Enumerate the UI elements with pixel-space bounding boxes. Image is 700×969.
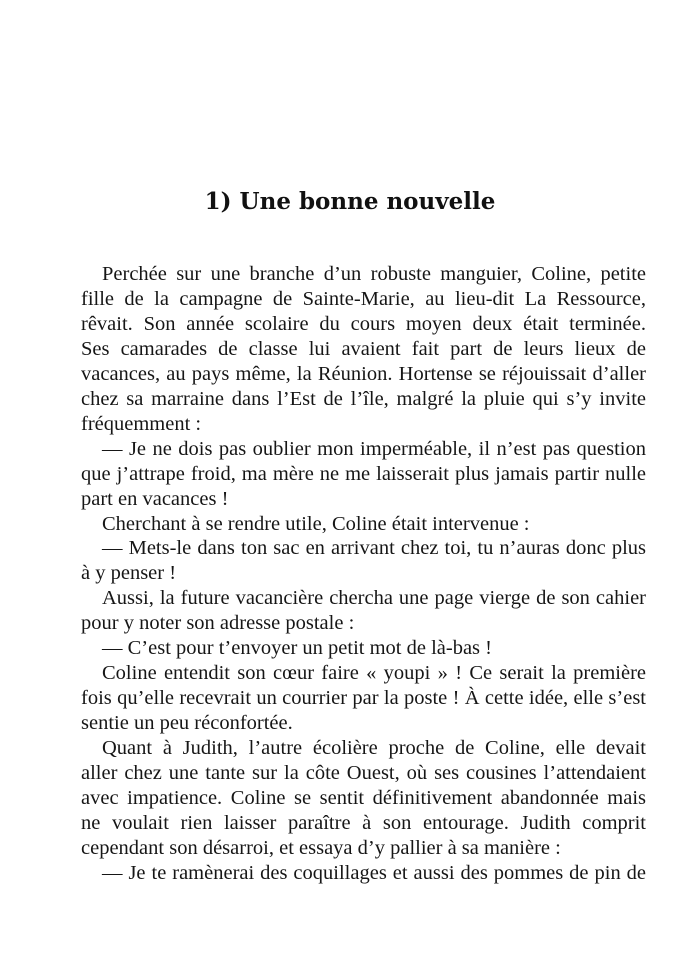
text-line: aller chez une tante sur la côte Ouest, où ses cousines l’attendaient bbox=[81, 762, 646, 785]
text-line: fois qu’elle recevrait un courrier par la poste ! À cette idée, elle s’est bbox=[81, 687, 646, 710]
text-line: cependant son désarroi, et essaya d’y pallier à sa manière : bbox=[81, 836, 561, 859]
text-line: — Je ne dois pas oublier mon imperméable, il n’est pas question bbox=[102, 437, 646, 460]
text-line: avec impatience. Coline se sentit définitivement abandonnée mais bbox=[81, 787, 646, 810]
text-line: Perchée sur une branche d’un robuste manguier, Coline, petite bbox=[102, 263, 646, 285]
text-line: ne voulait rien laisser paraître à son entourage. Judith comprit bbox=[81, 811, 646, 834]
text-line: sentie un peu réconfortée. bbox=[81, 712, 293, 735]
text-line: Aussi, la future vacancière chercha une page vierge de son cahier bbox=[102, 587, 646, 610]
text-line: chez sa marraine dans l’Est de l’île, malgré la pluie qui s’y invite bbox=[81, 387, 646, 410]
text-line: Cherchant à se rendre utile, Coline était intervenue : bbox=[102, 512, 530, 535]
chapter-title: 1) Une bonne nouvelle bbox=[204, 188, 496, 215]
text-line: rêvait. Son année scolaire du cours moyen deux était terminée. bbox=[81, 312, 646, 335]
text-line: fille de la campagne de Sainte-Marie, au lieu-dit La Ressource, bbox=[81, 287, 646, 310]
chapter-body bbox=[81, 262, 646, 886]
text-line: — Je te ramènerai des coquillages et aussi des pommes de pin de bbox=[102, 861, 646, 884]
text-line: — C’est pour t’envoyer un petit mot de là-bas ! bbox=[102, 637, 492, 660]
text-line: vacances, au pays même, la Réunion. Hortense se réjouissait d’aller bbox=[81, 362, 646, 385]
text-line: que j’attrape froid, ma mère ne me laisserait plus jamais partir nulle bbox=[81, 462, 646, 485]
text-line: — Mets-le dans ton sac en arrivant chez toi, tu n’auras donc plus bbox=[102, 537, 646, 560]
text-line: fréquemment : bbox=[81, 412, 202, 435]
text-line: pour y noter son adresse postale : bbox=[81, 612, 355, 635]
text-line: Ses camarades de classe lui avaient fait part de leurs lieux de bbox=[81, 337, 646, 360]
text-line: Coline entendit son cœur faire « youpi » ! Ce serait la première bbox=[102, 662, 646, 685]
text-line: Quant à Judith, l’autre écolière proche de Coline, elle devait bbox=[102, 737, 646, 760]
text-line: part en vacances ! bbox=[81, 487, 229, 510]
text-line: à y penser ! bbox=[81, 562, 177, 585]
